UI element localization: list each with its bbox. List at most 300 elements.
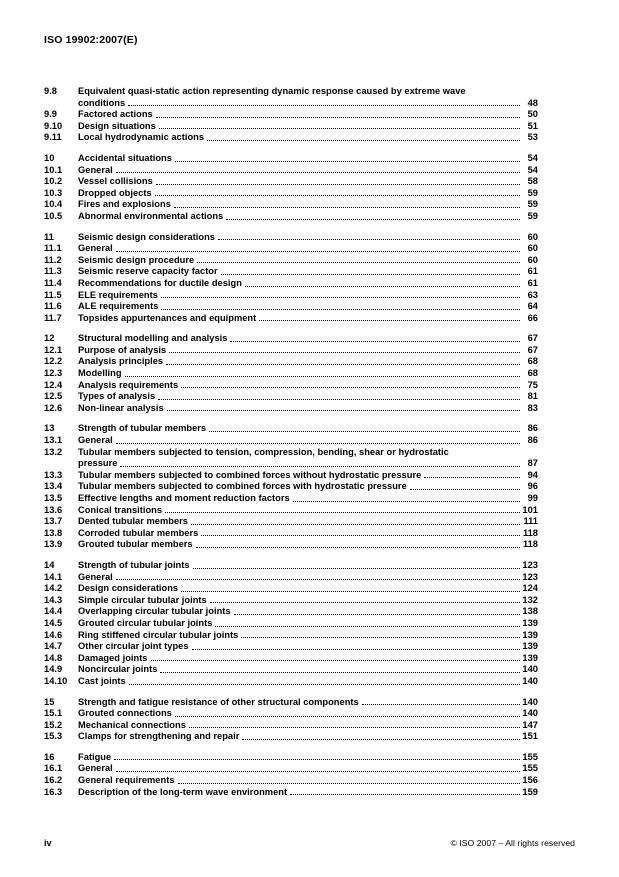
toc-dot-leader (215, 618, 520, 630)
toc-entry-title: Noncircular joints (78, 664, 158, 675)
toc-entry[interactable] (44, 313, 538, 325)
toc-entry[interactable] (44, 720, 538, 732)
toc-entry-body (78, 606, 538, 618)
toc-entry-body (78, 618, 538, 630)
toc-dot-leader (165, 505, 520, 517)
toc-entry-title: Grouted connections (78, 708, 172, 719)
toc-entry-title: Effective lengths and moment reduction factors (78, 493, 290, 503)
toc-dot-leader (207, 132, 520, 144)
toc-entry-number: 11.7 (44, 312, 62, 323)
toc-entry-number: 10 (44, 152, 55, 163)
toc-entry-body (78, 447, 538, 470)
toc-entry-title: General (78, 435, 113, 446)
toc-entry[interactable] (44, 243, 538, 255)
toc-entry-title: ELE requirements (78, 289, 158, 300)
footer-page-number: iv (44, 838, 52, 848)
toc-entry-body (78, 560, 538, 572)
toc-entry-number: 14.9 (44, 664, 63, 675)
toc-entry-number: 12.1 (44, 344, 63, 355)
toc-dot-leader (259, 313, 520, 325)
toc-entry[interactable] (44, 380, 538, 392)
toc-entry[interactable] (44, 211, 538, 223)
toc-entry-body (78, 290, 538, 302)
toc-dot-leader (221, 266, 520, 278)
toc-entry[interactable] (44, 266, 538, 278)
toc-entry-page: 156 (522, 775, 538, 786)
toc-entry-number: 14.2 (44, 583, 63, 594)
toc-dot-leader (169, 345, 520, 357)
toc-dot-leader (234, 606, 520, 618)
toc-entry-title-line2: conditions (78, 97, 126, 108)
toc-entry-title: Purpose of analysis (78, 344, 167, 355)
toc-entry-body (78, 278, 538, 290)
toc-entry-title: Mechanical connections (78, 719, 186, 730)
toc-entry[interactable] (44, 560, 538, 572)
toc-entry-number: 10.1 (44, 164, 63, 175)
toc-entry[interactable] (44, 539, 538, 551)
toc-entry-number: 15.2 (44, 719, 63, 730)
toc-entry-number: 13 (44, 423, 55, 434)
toc-entry-number: 13.3 (44, 469, 63, 480)
toc-entry-number: 12 (44, 333, 55, 344)
toc-entry-number: 9.9 (44, 109, 57, 120)
toc-group (44, 560, 538, 688)
toc-entry-page: 159 (522, 786, 538, 797)
toc-dot-leader (410, 481, 520, 493)
toc-dot-leader (218, 232, 520, 244)
toc-entry-page: 59 (527, 199, 538, 210)
toc-entry[interactable] (44, 232, 538, 244)
toc-entry-body (78, 763, 538, 775)
toc-entry-page: 81 (527, 391, 538, 402)
toc-entry-page: 83 (527, 402, 538, 413)
toc-entry-page: 60 (527, 231, 538, 242)
toc-entry-page: 63 (527, 289, 538, 300)
toc-entry-page: 139 (522, 617, 538, 628)
toc-entry-page: 132 (522, 594, 538, 605)
toc-entry-body (78, 731, 538, 743)
toc-entry-number: 16.3 (44, 786, 63, 797)
toc-dot-leader (158, 391, 520, 403)
toc-entry-number: 9.11 (44, 132, 62, 143)
toc-entry[interactable] (44, 572, 538, 584)
toc-entry-title: Overlapping circular tubular joints (78, 606, 231, 617)
toc-entry[interactable] (44, 528, 538, 540)
toc-entry-title: Equivalent quasi-static action representing dynamic response caused by extreme wave (78, 86, 466, 96)
toc-entry-number: 11.6 (44, 301, 62, 312)
toc-entry-body (78, 630, 538, 642)
toc-entry[interactable] (44, 618, 538, 630)
toc-entry[interactable] (44, 583, 538, 595)
toc-entry[interactable] (44, 368, 538, 380)
toc-dot-leader (156, 176, 520, 188)
toc-entry-title: General (78, 164, 113, 175)
toc-entry-body (78, 232, 538, 244)
toc-entry-title: Recommendations for ductile design (78, 277, 242, 288)
toc-entry-body (78, 641, 538, 653)
toc-entry-title: Clamps for strengthening and repair (78, 731, 240, 742)
toc-entry-page: 60 (527, 254, 538, 265)
toc-dot-leader (114, 752, 520, 764)
toc-entry-title: Abnormal environmental actions (78, 210, 224, 221)
toc-dot-leader (191, 516, 520, 528)
toc-entry[interactable] (44, 86, 538, 109)
toc-entry-title: Tubular members subjected to combined forces with hydrostatic pressure (78, 481, 407, 492)
toc-entry-number: 16 (44, 751, 55, 762)
toc-entry[interactable] (44, 121, 538, 133)
toc-entry-number: 15.3 (44, 731, 63, 742)
toc-entry[interactable] (44, 664, 538, 676)
toc-entry[interactable] (44, 345, 538, 357)
toc-entry-page: 50 (527, 109, 538, 120)
toc-entry-page: 140 (522, 664, 538, 675)
toc-entry-page: 118 (522, 527, 538, 538)
toc-entry-title-line2: pressure (78, 458, 118, 469)
toc-entry-title: Seismic design procedure (78, 254, 195, 265)
toc-entry-number: 10.5 (44, 210, 63, 221)
toc-entry[interactable] (44, 153, 538, 165)
toc-dot-leader (116, 165, 520, 177)
toc-entry[interactable] (44, 188, 538, 200)
toc-entry-page: 59 (527, 187, 538, 198)
toc-entry-number: 13.9 (44, 539, 63, 550)
toc-entry[interactable] (44, 708, 538, 720)
toc-entry-title: Non-linear analysis (78, 402, 164, 413)
toc-entry-title: ALE requirements (78, 301, 159, 312)
toc-dot-leader (197, 255, 520, 267)
toc-entry-body (78, 391, 538, 403)
toc-entry-title: General (78, 243, 113, 254)
toc-entry[interactable] (44, 255, 538, 267)
toc-entry-number: 14.4 (44, 606, 63, 617)
toc-entry[interactable] (44, 752, 538, 764)
toc-entry-title: Topsides appurtenances and equipment (78, 312, 257, 323)
toc-entry[interactable] (44, 290, 538, 302)
toc-entry-number: 10.2 (44, 176, 63, 187)
toc-entry-title: Analysis requirements (78, 379, 179, 390)
toc-entry-body (78, 243, 538, 255)
toc-entry-body (78, 481, 538, 493)
toc-entry-number: 11.2 (44, 254, 62, 265)
toc-dot-leader (226, 211, 520, 223)
toc-dot-leader (116, 435, 520, 447)
toc-entry-title: Grouted tubular members (78, 539, 193, 550)
toc-entry-body (78, 720, 538, 732)
toc-dot-leader (181, 583, 520, 595)
toc-entry-page: 75 (527, 379, 538, 390)
toc-entry-page: 54 (527, 152, 538, 163)
toc-entry-page: 139 (522, 629, 538, 640)
toc-dot-leader (155, 188, 520, 200)
toc-dot-leader (293, 493, 520, 505)
toc-entry[interactable] (44, 391, 538, 403)
toc-entry-body (78, 787, 538, 799)
toc-dot-leader (151, 653, 520, 665)
toc-entry-number: 13.6 (44, 504, 63, 515)
toc-entry-page: 67 (527, 333, 538, 344)
toc-entry-body (78, 255, 538, 267)
toc-entry[interactable] (44, 199, 538, 211)
toc-dot-leader (174, 199, 520, 211)
toc-entry[interactable] (44, 301, 538, 313)
toc-entry-title: Strength of tubular members (78, 423, 207, 434)
toc-entry-page: 51 (527, 120, 538, 131)
toc-dot-leader (116, 572, 520, 584)
toc-entry[interactable] (44, 516, 538, 528)
toc-dot-leader (192, 641, 520, 653)
toc-entry-title: Types of analysis (78, 391, 156, 402)
toc-entry[interactable] (44, 731, 538, 743)
toc-entry-body (78, 109, 538, 121)
toc-dot-leader (178, 775, 520, 787)
toc-entry-title: Local hydrodynamic actions (78, 132, 205, 143)
toc-group (44, 752, 538, 798)
toc-entry-number: 14 (44, 559, 55, 570)
toc-entry-page: 155 (522, 763, 538, 774)
toc-entry-page: 64 (527, 301, 538, 312)
toc-entry-number: 14.3 (44, 594, 63, 605)
toc-entry-page: 61 (527, 266, 538, 277)
toc-group (44, 423, 538, 551)
toc-entry-number: 15.1 (44, 708, 63, 719)
toc-entry-title: Corroded tubular members (78, 527, 199, 538)
toc-entry-title: Conical transitions (78, 504, 163, 515)
toc-entry-body (78, 176, 538, 188)
toc-entry-title: Grouted circular tubular joints (78, 617, 213, 628)
toc-entry-body (78, 516, 538, 528)
toc-entry-number: 11 (44, 231, 54, 242)
toc-dot-leader (209, 423, 520, 435)
toc-dot-leader (175, 708, 520, 720)
toc-entry-page: 138 (522, 606, 538, 617)
toc-dot-leader (159, 121, 520, 133)
toc-entry-page: 48 (527, 97, 538, 108)
toc-entry-page: 99 (527, 493, 538, 503)
toc-entry-page: 101 (522, 504, 538, 515)
toc-entry[interactable] (44, 697, 538, 709)
toc-entry-number: 13.5 (44, 493, 63, 503)
toc-dot-leader (160, 664, 520, 676)
toc-entry-number: 9.10 (44, 120, 63, 131)
toc-entry-page: 86 (527, 435, 538, 446)
toc-entry[interactable] (44, 109, 538, 121)
toc-entry-body (78, 313, 538, 325)
toc-entry-number: 12.6 (44, 402, 63, 413)
toc-dot-leader (189, 720, 520, 732)
toc-entry-page: 54 (527, 164, 538, 175)
toc-entry-number: 12.5 (44, 391, 63, 402)
toc-entry[interactable] (44, 176, 538, 188)
toc-entry-title: Tubular members subjected to combined forces without hydrostatic pressure (78, 469, 422, 480)
toc-entry-body (78, 423, 538, 435)
toc-entry-body (78, 403, 538, 415)
footer-copyright: © ISO 2007 – All rights reserved (450, 838, 575, 848)
toc-entry-title: Simple circular tubular joints (78, 594, 207, 605)
toc-dot-leader (196, 539, 520, 551)
toc-entry[interactable] (44, 787, 538, 799)
toc-entry[interactable] (44, 505, 538, 517)
toc-dot-leader (156, 109, 520, 121)
toc-entry[interactable] (44, 763, 538, 775)
toc-dot-leader (161, 301, 520, 313)
toc-entry-page: 96 (527, 481, 538, 492)
toc-entry-title: Modelling (78, 368, 122, 379)
toc-entry-page: 139 (522, 652, 538, 663)
toc-dot-leader (201, 528, 520, 540)
toc-entry-title: Factored actions (78, 109, 153, 120)
toc-entry-number: 16.1 (44, 763, 63, 774)
toc-entry-body (78, 572, 538, 584)
toc-entry[interactable] (44, 606, 538, 618)
toc-entry[interactable] (44, 595, 538, 607)
toc-entry-title: Damaged joints (78, 652, 148, 663)
toc-entry-page: 140 (522, 696, 538, 707)
toc-entry-page: 66 (527, 312, 538, 323)
toc-entry-page: 94 (527, 469, 538, 480)
toc-entry-page: 140 (522, 708, 538, 719)
toc-dot-leader (242, 731, 520, 743)
toc-entry-body (78, 775, 538, 787)
toc-entry[interactable] (44, 641, 538, 653)
toc-dot-leader (362, 697, 520, 709)
toc-entry-number: 9.8 (44, 86, 57, 96)
toc-dot-leader (210, 595, 520, 607)
toc-entry-title: Strength and fatigue resistance of other structural components (78, 696, 359, 707)
toc-entry-title: Design situations (78, 120, 156, 131)
toc-entry-body (78, 153, 538, 165)
toc-dot-leader (181, 380, 520, 392)
toc-entry-number: 13.1 (44, 435, 63, 446)
toc-dot-leader (175, 153, 520, 165)
toc-entry-number: 14.5 (44, 617, 63, 628)
toc-entry[interactable] (44, 676, 538, 688)
toc-entry-number: 12.4 (44, 379, 63, 390)
toc-entry-page: 140 (522, 675, 538, 686)
toc-entry-title-continuation (78, 458, 538, 470)
toc-entry[interactable] (44, 278, 538, 290)
toc-entry-number: 13.8 (44, 527, 63, 538)
toc-entry[interactable] (44, 481, 538, 493)
toc-entry-body (78, 266, 538, 278)
toc-entry-title: Dented tubular members (78, 516, 188, 527)
toc-entry-body (78, 199, 538, 211)
toc-dot-leader (193, 560, 520, 572)
toc-entry-number: 16.2 (44, 775, 63, 786)
toc-entry-title: Description of the long-term wave environment (78, 786, 288, 797)
toc-entry[interactable] (44, 423, 538, 435)
toc-entry-number: 10.4 (44, 199, 63, 210)
toc-entry[interactable] (44, 775, 538, 787)
toc-entry[interactable] (44, 356, 538, 368)
table-of-contents (44, 86, 538, 798)
toc-entry-number: 11.4 (44, 277, 62, 288)
toc-dot-leader (161, 290, 520, 302)
toc-entry[interactable] (44, 435, 538, 447)
toc-entry-title: Fatigue (78, 751, 112, 762)
toc-entry-body (78, 664, 538, 676)
toc-entry-title: Cast joints (78, 675, 126, 686)
toc-entry-body (78, 676, 538, 688)
toc-entry-number: 13.7 (44, 516, 63, 527)
toc-entry-body (78, 132, 538, 144)
toc-entry-body (78, 356, 538, 368)
toc-entry-number: 12.2 (44, 356, 63, 367)
toc-dot-leader (125, 368, 520, 380)
toc-entry-title: Structural modelling and analysis (78, 333, 228, 344)
toc-entry-title: Ring stiffened circular tubular joints (78, 629, 239, 640)
toc-entry[interactable] (44, 470, 538, 482)
toc-entry-page: 61 (527, 277, 538, 288)
toc-entry-title: Analysis principles (78, 356, 164, 367)
toc-entry[interactable] (44, 132, 538, 144)
toc-entry-body (78, 345, 538, 357)
toc-entry-number: 12.3 (44, 368, 63, 379)
toc-entry-page: 111 (523, 516, 538, 527)
toc-dot-leader (241, 630, 520, 642)
toc-entry-body (78, 697, 538, 709)
toc-entry-page: 155 (522, 751, 538, 762)
toc-entry-page: 147 (522, 719, 538, 730)
toc-entry-number: 10.3 (44, 187, 63, 198)
toc-entry-number: 14.7 (44, 641, 63, 652)
toc-dot-leader (167, 403, 520, 415)
toc-entry[interactable] (44, 493, 538, 505)
toc-entry-body (78, 539, 538, 551)
toc-dot-leader (116, 763, 520, 775)
toc-entry-page: 67 (527, 344, 538, 355)
toc-entry-page: 53 (527, 132, 538, 143)
toc-entry-title: General (78, 571, 113, 582)
toc-group (44, 333, 538, 414)
toc-entry-body (78, 752, 538, 764)
document-header: ISO 19902:2007(E) (44, 34, 138, 46)
toc-entry[interactable] (44, 630, 538, 642)
toc-entry-title: Seismic reserve capacity factor (78, 266, 218, 277)
toc-entry-title: Design considerations (78, 583, 179, 594)
toc-entry-number: 14.10 (44, 675, 68, 686)
toc-entry[interactable] (44, 403, 538, 415)
toc-entry-page: 139 (522, 641, 538, 652)
toc-entry-title: Tubular members subjected to tension, compression, bending, shear or hydrostatic (78, 446, 449, 457)
toc-dot-leader (166, 356, 520, 368)
toc-entry-page: 59 (527, 210, 538, 221)
toc-entry[interactable] (44, 333, 538, 345)
toc-dot-leader (128, 98, 520, 110)
toc-entry-number: 13.2 (44, 446, 63, 457)
toc-entry-body (78, 528, 538, 540)
toc-dot-leader (120, 458, 520, 470)
toc-entry-page: 123 (522, 559, 538, 570)
toc-group (44, 232, 538, 325)
toc-entry-body (78, 493, 538, 505)
toc-dot-leader (230, 333, 520, 345)
toc-group (44, 697, 538, 743)
toc-entry-body (78, 708, 538, 720)
toc-entry[interactable] (44, 653, 538, 665)
toc-entry[interactable] (44, 165, 538, 177)
toc-entry-page: 124 (522, 583, 538, 594)
toc-entry-title: Other circular joint types (78, 641, 189, 652)
toc-entry[interactable] (44, 447, 538, 470)
toc-entry-page: 86 (527, 423, 538, 434)
toc-entry-number: 14.6 (44, 629, 63, 640)
toc-entry-body (78, 165, 538, 177)
toc-entry-title: General requirements (78, 775, 175, 786)
toc-entry-number: 14.1 (44, 571, 63, 582)
toc-entry-body (78, 380, 538, 392)
toc-entry-body (78, 435, 538, 447)
toc-entry-body (78, 653, 538, 665)
